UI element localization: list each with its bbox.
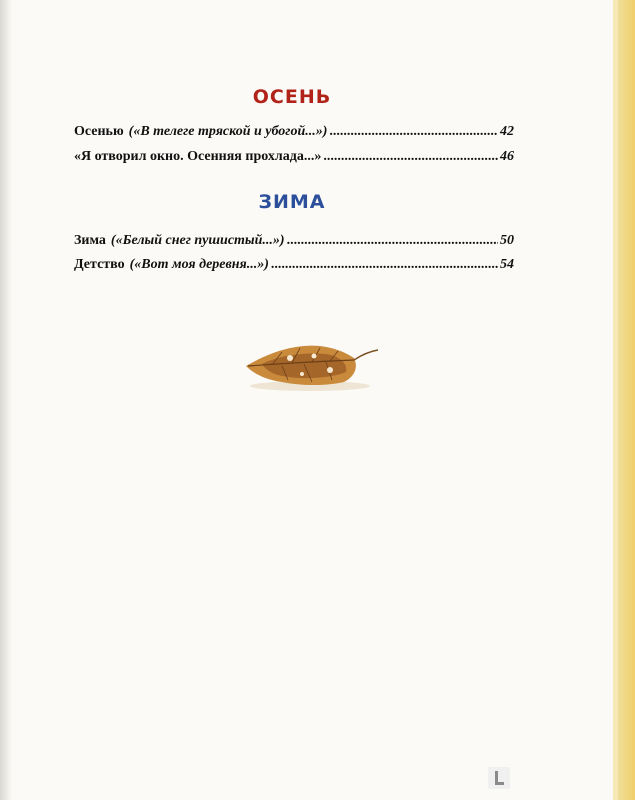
toc-entry — [74, 257, 514, 273]
toc-entry-title: «Я отворил окно. Осенняя прохлада...» — [74, 149, 322, 164]
toc-entry-title: Осенью — [74, 124, 124, 139]
labirint-logo-icon — [488, 767, 510, 789]
toc-leader-dots — [329, 124, 498, 140]
toc-entry-subtitle: («В телеге тряской и убогой...») — [128, 124, 328, 139]
toc-entry-title: Детство — [74, 257, 125, 272]
toc-page-number: 42 — [500, 124, 514, 139]
toc-entry-subtitle: («Белый снег пушистый...») — [110, 233, 285, 248]
toc-page-number: 54 — [500, 257, 514, 272]
toc-entry — [74, 149, 514, 165]
toc-leader-dots — [287, 233, 498, 249]
page-edge — [613, 0, 635, 800]
page-gutter-shadow — [0, 0, 12, 800]
autumn-leaf-illustration — [242, 336, 382, 398]
section-heading-winter: ЗИМА — [258, 191, 326, 213]
toc-entry-subtitle: («Вот моя деревня...») — [129, 257, 269, 272]
section-heading-autumn: ОСЕНЬ — [252, 86, 332, 108]
toc-leader-dots — [323, 149, 498, 165]
toc-entry — [74, 124, 514, 140]
toc-page-number: 46 — [500, 149, 514, 164]
toc-leader-dots — [271, 257, 498, 273]
toc-entry — [74, 233, 514, 249]
toc-page-number: 50 — [500, 233, 514, 248]
toc-entry-title: Зима — [74, 233, 106, 248]
